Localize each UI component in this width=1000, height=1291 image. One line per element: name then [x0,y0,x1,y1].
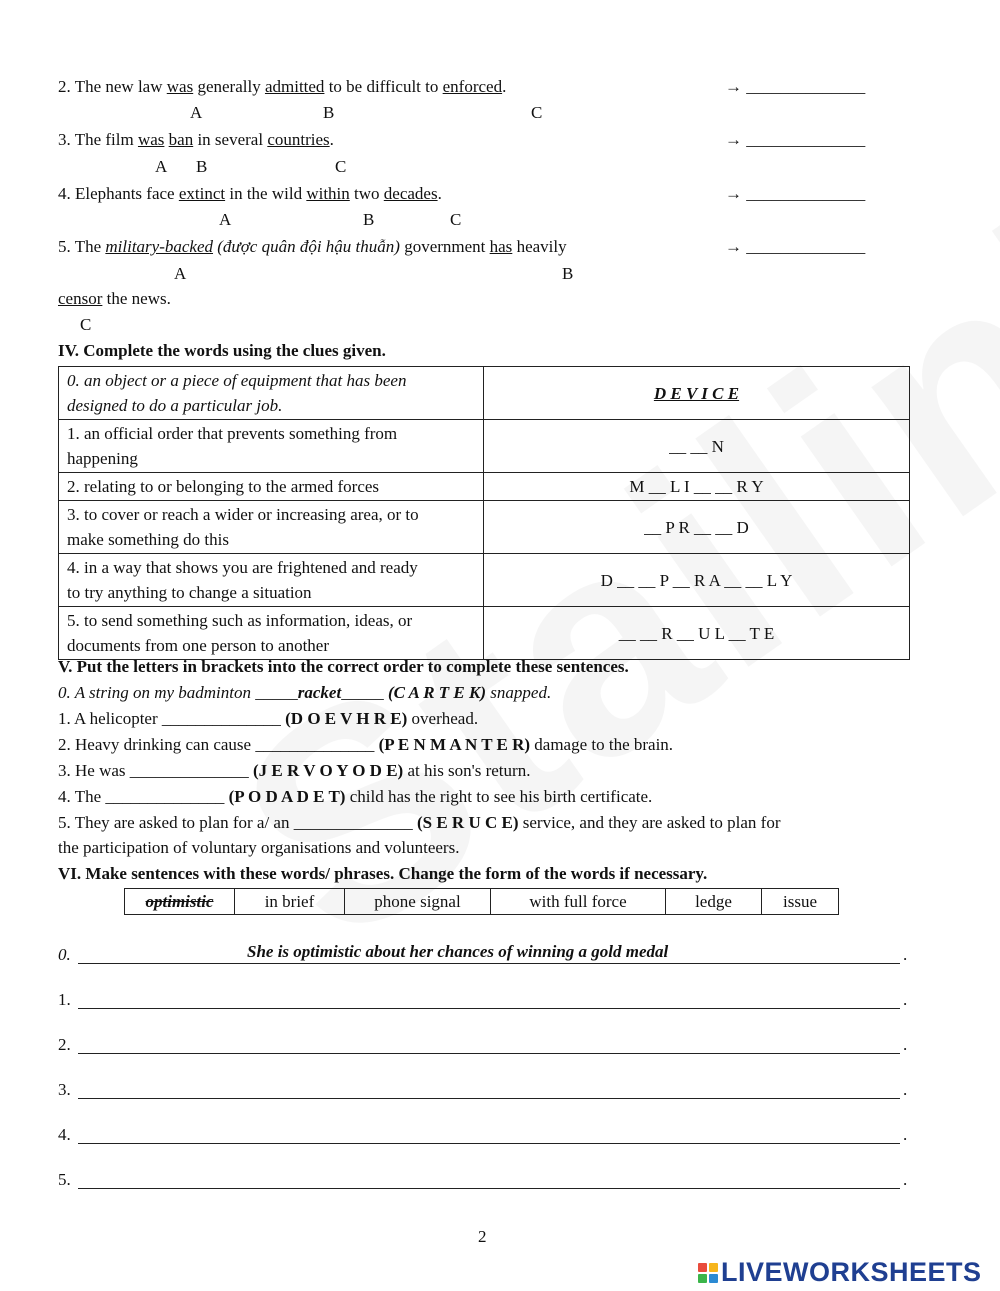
line-number-0: 0. [58,945,71,964]
word-bank-table [124,888,839,915]
q2-label-c: C [531,103,543,122]
clue-text-2: to try anything to change a situation [67,583,312,602]
q4-label-a: A [219,210,232,229]
q3-text: 3. The film [58,130,138,149]
clue-text-2: documents from one person to another [67,636,330,655]
item-text-2: damage to the brain. [530,735,674,754]
q5-text: 5. The [58,237,106,256]
item-text-2: at his son's return. [403,761,531,780]
word-item: phone signal [374,892,461,911]
q3-label-b: B [196,157,208,176]
example-answer: racket [297,683,342,702]
example-text: 0. A string on my badminton [58,683,256,702]
line-end-3: . [903,1080,908,1099]
q4-label-b: B [363,210,375,229]
item-text: 2. Heavy drinking can cause [58,735,256,754]
answer-cell[interactable] [484,501,910,554]
line-number-4: 4. [58,1125,71,1144]
q5-label-b: B [562,264,574,283]
q5-label-c: C [80,315,92,334]
sentence-line-3[interactable] [78,1098,900,1099]
line-end-2: . [903,1035,908,1054]
section5-heading: V. Put the letters in brackets into the correct order to complete these sentences. [58,657,629,676]
word-bank-cell [491,889,666,915]
line-number-1: 1. [58,990,71,1009]
q4-text-2: in the wild [225,184,307,203]
line-number-3: 3. [58,1080,71,1099]
q2-text-3: to be difficult to [324,77,443,96]
q5-text-3: heavily [512,237,567,256]
answer-blank[interactable]: ______________ [129,761,254,780]
q2-option-c: enforced [442,77,503,96]
q4-text: 4. Elephants face [58,184,179,203]
q3-label-c: C [335,157,347,176]
sentence-line-0 [78,963,900,964]
clue-cell [59,420,484,473]
q4-option-a: extinct [178,184,226,203]
word-item: in brief [264,892,315,911]
scrambled-letters: (S E R U C E) [416,813,519,832]
table-row [59,501,910,554]
clue-cell [59,367,484,420]
clue-cell [59,554,484,607]
section5-item-4 [58,787,652,807]
q4-option-c: decades [383,184,438,203]
clue-cell [59,473,484,501]
q2-label-a: A [190,103,203,122]
q5-text-4: the news. [102,289,171,308]
clues-table [58,366,910,660]
answer-blank[interactable]: ______________ [161,709,286,728]
clue-text-2: happening [67,449,138,468]
word-item: issue [783,892,817,911]
q5-option-a: military-backed [105,237,214,256]
table-row [125,889,839,915]
word-item: ledge [695,892,732,911]
section6-heading: VI. Make sentences with these words/ phrases. Change the form of the words if necessary. [58,864,708,883]
clue-text: 4. in a way that shows you are frightened and ready [67,558,418,577]
logo-icon [698,1263,718,1283]
line-number-5: 5. [58,1170,71,1189]
section5-item-5 [58,813,781,833]
clue-text: 3. to cover or reach a wider or increasing area, or to [67,505,419,524]
answer-blank[interactable]: ______________ [105,787,229,806]
word-bank-cell [235,889,345,915]
q4-text-3: two [349,184,384,203]
item-text: 3. He was [58,761,130,780]
item-text-2: child has the right to see his birth certificate. [345,787,653,806]
q2-option-b: admitted [264,77,325,96]
table-row [59,420,910,473]
item-text: 4. The [58,787,106,806]
q3-answer-line[interactable]: → ______________ [725,130,866,149]
q3-sentence [58,130,334,150]
clue-text: 0. an object or a piece of equipment that has been [67,371,407,390]
word-bank-cell [125,889,235,915]
clue-text: 5. to send something such as information, ideas, or [67,611,413,630]
example-letters: (C A R T E K) [387,683,487,702]
clue-text-2: designed to do a particular job. [67,396,283,415]
item-text-2: overhead. [407,709,479,728]
answer-blank[interactable]: ______________ [293,813,417,832]
q2-answer-line[interactable]: → ______________ [725,77,866,96]
scrambled-letters: (P O D A D E T) [228,787,346,806]
line-end-4: . [903,1125,908,1144]
q5-option-c: censor [58,289,103,308]
answer-cell[interactable] [484,607,910,660]
word-item: with full force [529,892,627,911]
q3-text-3: in several [193,130,268,149]
word-bank-cell [345,889,491,915]
q4-label-c: C [450,210,462,229]
q2-text: 2. The new law [58,77,167,96]
line-end-0: . [903,945,908,964]
clue-text-2: make something do this [67,530,229,549]
q2-text-2: generally [193,77,265,96]
clue-text: 2. relating to or belonging to the armed forces [67,477,380,496]
item-text-2: service, and they are asked to plan for [518,813,781,832]
section4-heading: IV. Complete the words using the clues given. [58,341,386,360]
q2-option-a: was [166,77,194,96]
example-text-2: snapped. [486,683,552,702]
example-sentence: She is optimistic about her chances of winning a gold medal [247,942,669,961]
q5-option-b: has [489,237,513,256]
word-pattern: __ P R __ __ D [644,517,749,537]
word-bank-cell [762,889,839,915]
section5-item-1 [58,709,478,729]
line-end-1: . [903,990,908,1009]
page-number: 2 [478,1227,487,1246]
clue-cell [59,607,484,660]
logo-text: LIVEWORKSHEETS [721,1257,982,1287]
table-row [59,473,910,501]
table-row [59,554,910,607]
scrambled-letters: (P E N M A N T E R) [378,735,531,754]
scrambled-letters: (J E R V O Y O D E) [253,761,404,780]
q4-answer-line[interactable]: → ______________ [725,184,866,203]
q3-option-a: was [137,130,165,149]
answer-cell[interactable] [484,473,910,501]
q3-text-4: . [329,130,334,149]
item-text: 5. They are asked to plan for a/ an [58,813,294,832]
clue-cell [59,501,484,554]
section5-item-3 [58,761,530,781]
sentence-line-5[interactable] [78,1188,900,1189]
q5-translation-note: (được quân đội hậu thuẫn) [213,237,400,256]
sentence-line-4[interactable] [78,1143,900,1144]
section5-example [58,683,551,703]
word-pattern: D __ __ P __ R A __ __ L Y [600,570,793,590]
q5-sentence [58,237,567,257]
word-pattern: __ __ N [669,436,724,456]
sentence-line-2[interactable] [78,1053,900,1054]
table-row [59,607,910,660]
answer-cell [484,367,910,420]
word-used: optimistic [145,892,214,911]
q4-option-b: within [306,184,350,203]
q3-option-b: ban [168,130,194,149]
q4-text-4: . [437,184,442,203]
clue-text: 1. an official order that prevents something from [67,424,398,443]
q3-label-a: A [155,157,168,176]
answer-cell[interactable] [484,554,910,607]
q3-option-c: countries [267,130,330,149]
line-number-2: 2. [58,1035,71,1054]
q2-label-b: B [323,103,335,122]
example-blank-2: _____ [341,683,388,702]
section5-item-5-line2: the participation of voluntary organisations and volunteers. [58,838,460,857]
word-pattern: __ __ R __ U L __ T E [618,623,775,643]
q5-sentence-line2 [58,289,171,309]
word-pattern: M __ L I __ __ R Y [629,477,764,496]
q2-text-4: . [502,77,507,96]
answer-blank[interactable]: ______________ [255,735,379,754]
word-bank-cell [666,889,762,915]
q2-sentence [58,77,506,97]
q4-sentence [58,184,442,204]
scrambled-letters: (D O E V H R E) [285,709,408,728]
example-blank: _____ [255,683,298,702]
item-text: 1. A helicopter [58,709,162,728]
answer-cell[interactable] [484,420,910,473]
q5-label-a: A [174,264,187,283]
section5-item-2 [58,735,673,755]
line-end-5: . [903,1170,908,1189]
sentence-line-1[interactable] [78,1008,900,1009]
table-row [59,367,910,420]
liveworksheets-logo [698,1257,982,1288]
q5-text-2: government [399,237,490,256]
q5-answer-line[interactable]: → ______________ [725,237,866,256]
example-answer: D E V I C E [653,383,740,403]
